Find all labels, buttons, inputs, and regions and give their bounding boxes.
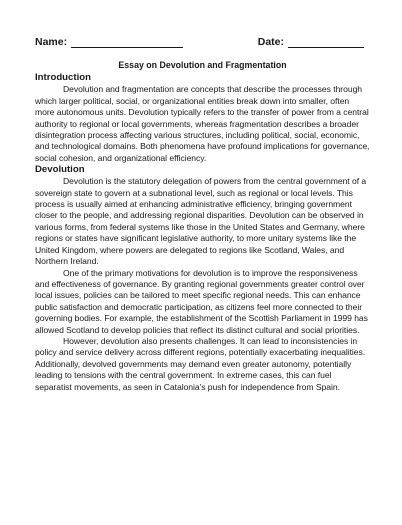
date-field bbox=[258, 36, 364, 48]
essay-body bbox=[35, 60, 370, 393]
name-field bbox=[35, 36, 183, 48]
worksheet-header bbox=[35, 36, 364, 48]
intro-paragraph: Devolution and fragmentation are concepts that describe the processes through which larger political, social, or organizational entities break down into smaller, often more autonomous units. Devolution typically refers to the transfer of power from a central authority to regional or local governments, whereas fragmentation describes a broader disintegration process affecting various structures, including political, social, economic, and technological domains. Both phenomena have profound implications for governance, social cohesion, and organizational efficiency. bbox=[35, 84, 370, 163]
devolution-paragraph-1: Devolution is the statutory delegation of powers from the central government of a sovereign state to govern at a subnational level, such as regional or local levels. This process is usually aimed at enhancing administrative efficiency, bringing government closer to the people, and addressing regional disparities. Devolution can be observed in various forms, from federal systems like those in the United States and Germany, where regions or states have significant legislative authority, to more unitary systems like the United Kingdom, where powers are delegated to regions like Scotland, Wales, and Northern Ireland. bbox=[35, 176, 367, 267]
name-blank-line[interactable] bbox=[71, 37, 183, 48]
date-blank-line[interactable] bbox=[288, 37, 364, 48]
name-label: Name: bbox=[35, 36, 68, 48]
section-heading-devolution: Devolution bbox=[35, 164, 85, 176]
devolution-paragraph-2: One of the primary motivations for devolution is to improve the responsiveness and effectiveness of governance. By granting regional governments greater control over local issues, policies can be tailored to meet specific regional needs. This can enhance public satisfaction and democratic participation, as citizens feel more connected to their governing bodies. For example, the establishment of the Scottish Parliament in 1999 has allowed Scotland to develop policies that reflect its distinct cultural and social priorities. bbox=[35, 267, 368, 335]
section-heading-introduction: Introduction bbox=[35, 72, 91, 84]
date-label: Date: bbox=[257, 36, 284, 48]
essay-title: Essay on Devolution and Fragmentation bbox=[118, 60, 287, 70]
devolution-paragraph-3: However, devolution also presents challenges. It can lead to inconsistencies in policy and service delivery across different regions, potentially exacerbating inequalities. Additionally, devolved governments may demand even greater autonomy, potentially leading to tensions with the central government. In extreme cases, this can fuel separatist movements, as seen in Catalonia's push for independence from Spain. bbox=[35, 335, 366, 392]
